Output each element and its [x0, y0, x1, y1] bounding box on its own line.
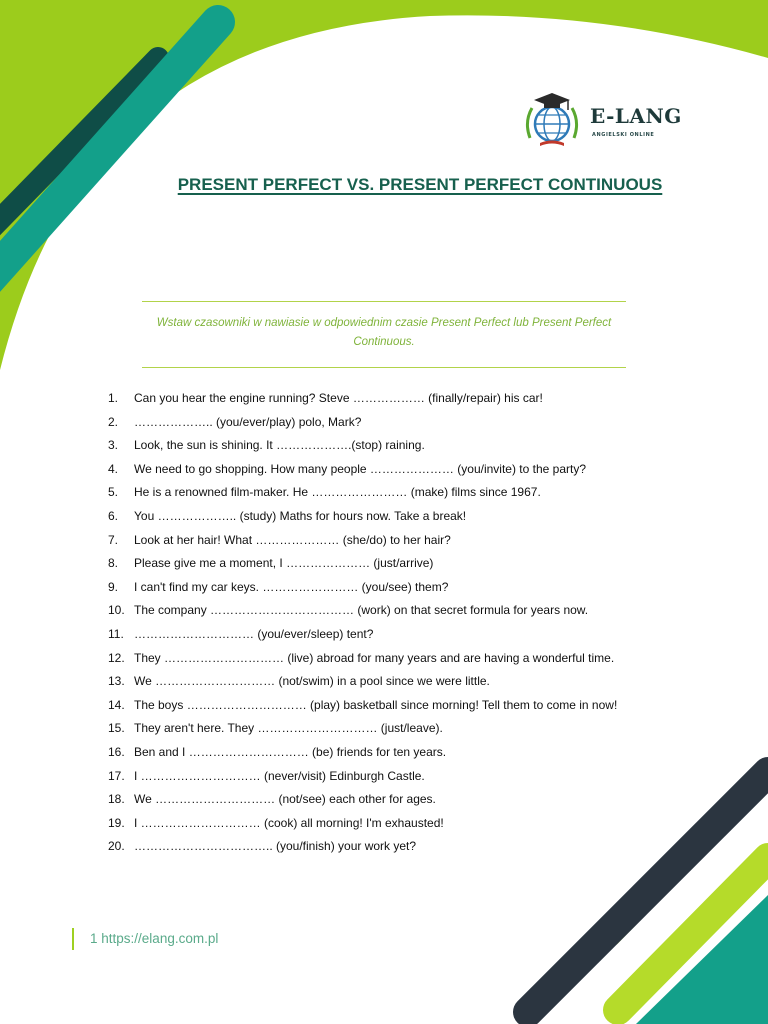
exercise-text: Ben and I ………………………… (be) friends for ten years. — [134, 744, 447, 759]
exercise-text: We ………………………… (not/swim) in a pool since we were little. — [134, 674, 490, 689]
exercise-number: 2. — [108, 414, 119, 429]
exercise-text: They aren't here. They ………………………… (just/leave). — [134, 721, 443, 736]
exercise-text: The company ……………………………… (work) on that secret formula for years now. — [134, 603, 589, 618]
exercise-number: 15. — [108, 721, 125, 736]
exercise-item — [108, 816, 617, 840]
logo — [520, 88, 690, 148]
exercise-number: 6. — [108, 508, 119, 523]
exercise-text: Look, the sun is shining. It ……………….(stop) raining. — [134, 438, 425, 453]
exercise-item — [108, 509, 617, 533]
exercise-text: I ………………………… (never/visit) Edinburgh Castle. — [134, 768, 425, 783]
exercise-number: 1. — [108, 391, 119, 405]
exercise-number: 18. — [108, 792, 125, 807]
exercise-item — [108, 698, 617, 722]
exercise-item — [108, 674, 617, 698]
exercise-text: Please give me a moment, I ………………… (just/arrive) — [134, 556, 434, 571]
footer-url-link[interactable]: https://elang.com.pl — [101, 931, 219, 946]
exercise-number: 11. — [108, 626, 124, 641]
exercise-item — [108, 580, 617, 604]
exercise-text: He is a renowned film-maker. He …………………… (make) films since 1967. — [134, 485, 541, 500]
exercise-text: The boys ………………………… (play) basketball since morning! Tell them to come in now! — [134, 697, 618, 712]
globe-graduation-cap-icon — [520, 88, 584, 152]
instruction-text: Wstaw czasowniki w nawiasie w odpowiednim czasie Present Perfect lub Present Perfect Continuous. — [156, 317, 612, 348]
exercise-text: …………………………….. (you/finish) your work yet? — [134, 839, 417, 854]
instruction-top-rule — [142, 301, 626, 302]
exercise-item — [108, 485, 617, 509]
exercise-item — [108, 792, 617, 816]
exercise-text: Can you hear the engine running? Steve ……………… (finally/repair) his car! — [134, 391, 543, 405]
exercise-number: 13. — [108, 674, 125, 689]
exercise-number: 17. — [108, 768, 125, 783]
exercise-text: ………………………… (you/ever/sleep) tent? — [134, 626, 374, 641]
exercise-number: 4. — [108, 461, 119, 476]
exercise-item — [108, 651, 617, 675]
exercise-number: 12. — [108, 650, 125, 665]
exercise-list — [108, 391, 617, 863]
exercise-item — [108, 533, 617, 557]
exercise-item — [108, 438, 617, 462]
exercise-text: You ……………….. (study) Maths for hours now. Take a break! — [134, 508, 467, 523]
exercise-text: I ………………………… (cook) all morning! I'm exhausted! — [134, 815, 444, 830]
page-number: 1 — [90, 931, 98, 946]
footer — [72, 928, 218, 950]
exercise-item — [108, 556, 617, 580]
exercise-number: 3. — [108, 438, 119, 453]
exercise-number: 10. — [108, 603, 125, 618]
page-title: PRESENT PERFECT VS. PRESENT PERFECT CONTINUOUS — [177, 175, 663, 194]
exercise-item — [108, 627, 617, 651]
exercise-text: I can't find my car keys. …………………… (you/see) them? — [134, 579, 449, 594]
exercise-number: 5. — [108, 485, 119, 500]
logo-name: E-LANG — [590, 104, 682, 128]
exercise-number: 8. — [108, 556, 119, 571]
exercise-item — [108, 391, 617, 415]
exercise-item — [108, 415, 617, 439]
exercise-item — [108, 603, 617, 627]
exercise-text: ……………….. (you/ever/play) polo, Mark? — [134, 414, 362, 429]
exercise-number: 9. — [108, 579, 119, 594]
exercise-text: We need to go shopping. How many people ………………… (you/invite) to the party? — [134, 461, 586, 476]
exercise-item — [108, 745, 617, 769]
instruction-bottom-rule — [142, 367, 626, 368]
logo-tagline: ANGIELSKI ONLINE — [592, 132, 655, 138]
exercise-number: 7. — [108, 532, 119, 547]
exercise-text: We ………………………… (not/see) each other for ages. — [134, 792, 436, 807]
exercise-item — [108, 462, 617, 486]
exercise-number: 19. — [108, 815, 125, 830]
exercise-item — [108, 839, 617, 863]
exercise-text: Look at her hair! What ………………… (she/do) to her hair? — [134, 532, 451, 547]
exercise-number: 20. — [108, 839, 125, 854]
exercise-number: 14. — [108, 697, 125, 712]
exercise-item — [108, 721, 617, 745]
exercise-number: 16. — [108, 744, 125, 759]
exercise-item — [108, 769, 617, 793]
exercise-text: They ………………………… (live) abroad for many years and are having a wonderful time. — [134, 650, 615, 665]
